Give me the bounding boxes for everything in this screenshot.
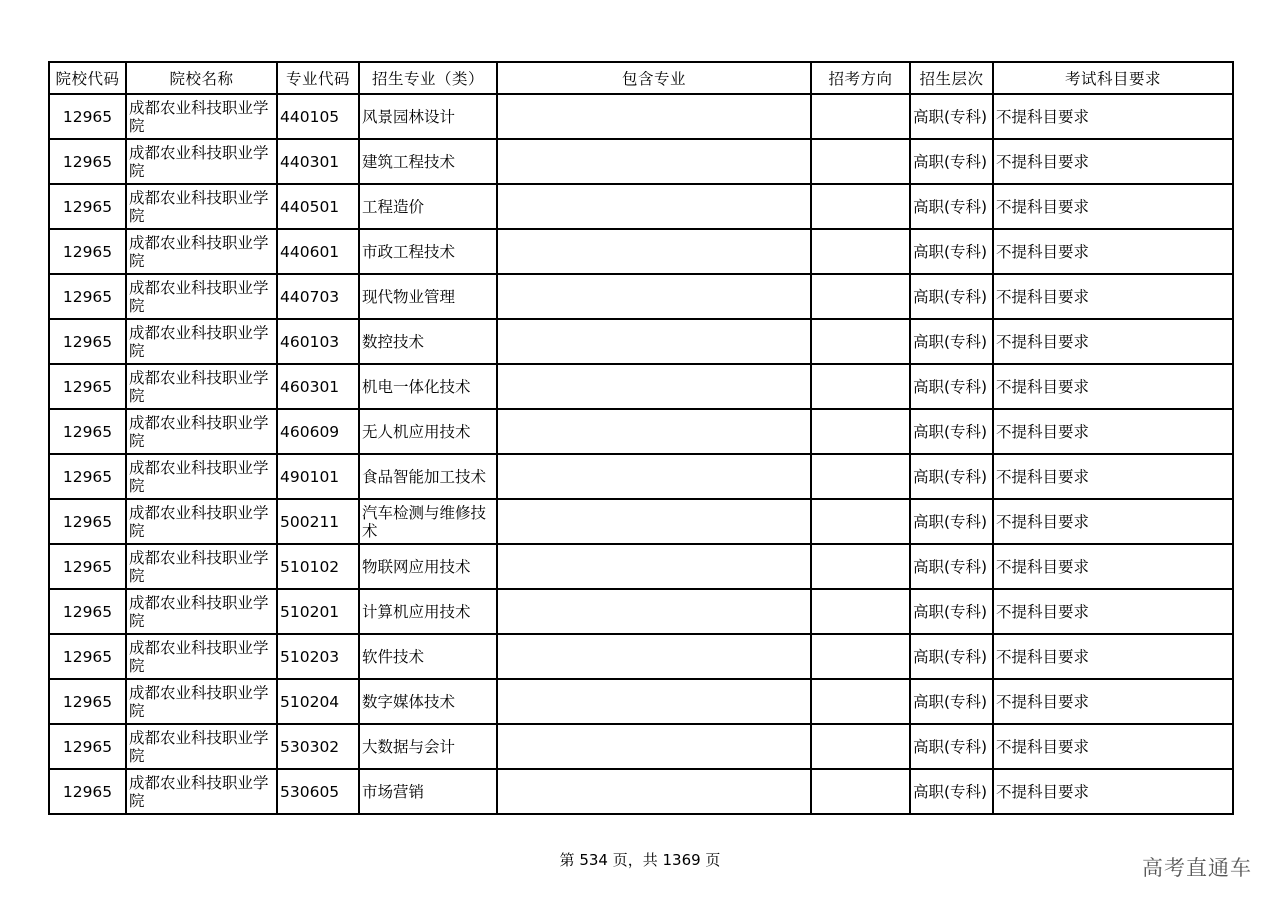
cell-requirement: 不提科目要求: [993, 229, 1233, 274]
cell-requirement: 不提科目要求: [993, 679, 1233, 724]
cell-school-name: 成都农业科技职业学院: [126, 589, 277, 634]
cell-school-name: 成都农业科技职业学院: [126, 544, 277, 589]
table-row: [49, 229, 1233, 274]
cell-school-code: 12965: [49, 769, 126, 814]
cell-school-code: 12965: [49, 499, 126, 544]
cell-school-name: 成都农业科技职业学院: [126, 94, 277, 139]
header-included-majors: 包含专业: [497, 62, 811, 94]
cell-requirement: 不提科目要求: [993, 724, 1233, 769]
cell-school-name: 成都农业科技职业学院: [126, 499, 277, 544]
cell-major-code: 460103: [277, 319, 359, 364]
cell-requirement: 不提科目要求: [993, 139, 1233, 184]
cell-direction: [811, 409, 910, 454]
table-row: [49, 184, 1233, 229]
cell-requirement: 不提科目要求: [993, 184, 1233, 229]
cell-level: 高职(专科): [910, 319, 993, 364]
cell-major: 市政工程技术: [359, 229, 497, 274]
cell-requirement: 不提科目要求: [993, 319, 1233, 364]
cell-requirement: 不提科目要求: [993, 94, 1233, 139]
cell-included-majors: [497, 589, 811, 634]
header-major-code: 专业代码: [277, 62, 359, 94]
cell-level: 高职(专科): [910, 499, 993, 544]
cell-school-name: 成都农业科技职业学院: [126, 184, 277, 229]
cell-requirement: 不提科目要求: [993, 274, 1233, 319]
cell-major: 食品智能加工技术: [359, 454, 497, 499]
cell-major-code: 440601: [277, 229, 359, 274]
cell-major: 建筑工程技术: [359, 139, 497, 184]
table-row: [49, 724, 1233, 769]
header-school-code: 院校代码: [49, 62, 126, 94]
cell-major: 市场营销: [359, 769, 497, 814]
cell-major-code: 510201: [277, 589, 359, 634]
admissions-table: [48, 61, 1234, 815]
header-requirement: 考试科目要求: [993, 62, 1233, 94]
cell-level: 高职(专科): [910, 94, 993, 139]
header-level: 招生层次: [910, 62, 993, 94]
cell-major-code: 530302: [277, 724, 359, 769]
cell-major: 软件技术: [359, 634, 497, 679]
table-row: [49, 679, 1233, 724]
cell-direction: [811, 319, 910, 364]
table-row: [49, 274, 1233, 319]
cell-included-majors: [497, 679, 811, 724]
cell-school-code: 12965: [49, 139, 126, 184]
cell-level: 高职(专科): [910, 544, 993, 589]
cell-major: 物联网应用技术: [359, 544, 497, 589]
cell-school-code: 12965: [49, 724, 126, 769]
cell-school-code: 12965: [49, 274, 126, 319]
cell-requirement: 不提科目要求: [993, 364, 1233, 409]
cell-major-code: 510203: [277, 634, 359, 679]
cell-major: 无人机应用技术: [359, 409, 497, 454]
cell-included-majors: [497, 544, 811, 589]
cell-school-name: 成都农业科技职业学院: [126, 364, 277, 409]
cell-major-code: 460609: [277, 409, 359, 454]
cell-major-code: 490101: [277, 454, 359, 499]
cell-level: 高职(专科): [910, 184, 993, 229]
cell-major-code: 440703: [277, 274, 359, 319]
table-row: [49, 454, 1233, 499]
cell-requirement: 不提科目要求: [993, 544, 1233, 589]
cell-major-code: 440105: [277, 94, 359, 139]
header-school-name: 院校名称: [126, 62, 277, 94]
cell-direction: [811, 94, 910, 139]
header-row: [49, 62, 1233, 94]
cell-requirement: 不提科目要求: [993, 589, 1233, 634]
cell-level: 高职(专科): [910, 724, 993, 769]
cell-major: 数字媒体技术: [359, 679, 497, 724]
cell-school-code: 12965: [49, 364, 126, 409]
cell-direction: [811, 364, 910, 409]
cell-major: 机电一体化技术: [359, 364, 497, 409]
table-row: [49, 544, 1233, 589]
cell-major-code: 440301: [277, 139, 359, 184]
cell-school-code: 12965: [49, 454, 126, 499]
cell-level: 高职(专科): [910, 769, 993, 814]
cell-school-name: 成都农业科技职业学院: [126, 724, 277, 769]
cell-direction: [811, 769, 910, 814]
table-row: [49, 139, 1233, 184]
cell-requirement: 不提科目要求: [993, 634, 1233, 679]
cell-included-majors: [497, 184, 811, 229]
cell-direction: [811, 139, 910, 184]
cell-direction: [811, 184, 910, 229]
cell-included-majors: [497, 454, 811, 499]
cell-requirement: 不提科目要求: [993, 499, 1233, 544]
cell-major: 汽车检测与维修技术: [359, 499, 497, 544]
cell-requirement: 不提科目要求: [993, 769, 1233, 814]
cell-included-majors: [497, 409, 811, 454]
cell-level: 高职(专科): [910, 589, 993, 634]
cell-direction: [811, 499, 910, 544]
cell-included-majors: [497, 94, 811, 139]
cell-school-code: 12965: [49, 94, 126, 139]
cell-included-majors: [497, 499, 811, 544]
cell-school-code: 12965: [49, 184, 126, 229]
table-row: [49, 634, 1233, 679]
cell-school-name: 成都农业科技职业学院: [126, 634, 277, 679]
cell-included-majors: [497, 319, 811, 364]
cell-included-majors: [497, 229, 811, 274]
header-direction: 招考方向: [811, 62, 910, 94]
cell-major-code: 440501: [277, 184, 359, 229]
table-row: [49, 769, 1233, 814]
table-row: [49, 319, 1233, 364]
cell-direction: [811, 634, 910, 679]
table-row: [49, 589, 1233, 634]
cell-level: 高职(专科): [910, 634, 993, 679]
cell-direction: [811, 544, 910, 589]
cell-included-majors: [497, 769, 811, 814]
cell-school-name: 成都农业科技职业学院: [126, 274, 277, 319]
cell-school-code: 12965: [49, 409, 126, 454]
cell-included-majors: [497, 724, 811, 769]
cell-requirement: 不提科目要求: [993, 409, 1233, 454]
cell-school-name: 成都农业科技职业学院: [126, 454, 277, 499]
cell-level: 高职(专科): [910, 364, 993, 409]
cell-level: 高职(专科): [910, 229, 993, 274]
cell-school-name: 成都农业科技职业学院: [126, 229, 277, 274]
cell-included-majors: [497, 634, 811, 679]
cell-school-code: 12965: [49, 679, 126, 724]
cell-requirement: 不提科目要求: [993, 454, 1233, 499]
cell-major: 数控技术: [359, 319, 497, 364]
cell-major-code: 460301: [277, 364, 359, 409]
cell-school-name: 成都农业科技职业学院: [126, 769, 277, 814]
table-row: [49, 499, 1233, 544]
table-row: [49, 364, 1233, 409]
cell-school-name: 成都农业科技职业学院: [126, 679, 277, 724]
cell-level: 高职(专科): [910, 274, 993, 319]
cell-school-code: 12965: [49, 319, 126, 364]
cell-major: 大数据与会计: [359, 724, 497, 769]
cell-major-code: 510102: [277, 544, 359, 589]
table-row: [49, 409, 1233, 454]
cell-school-name: 成都农业科技职业学院: [126, 409, 277, 454]
cell-included-majors: [497, 139, 811, 184]
cell-direction: [811, 679, 910, 724]
cell-school-code: 12965: [49, 634, 126, 679]
cell-level: 高职(专科): [910, 454, 993, 499]
cell-major: 风景园林设计: [359, 94, 497, 139]
cell-direction: [811, 589, 910, 634]
table-row: [49, 94, 1233, 139]
cell-level: 高职(专科): [910, 139, 993, 184]
header-major: 招生专业（类）: [359, 62, 497, 94]
cell-level: 高职(专科): [910, 409, 993, 454]
cell-direction: [811, 724, 910, 769]
cell-school-code: 12965: [49, 589, 126, 634]
cell-direction: [811, 229, 910, 274]
table-body: [49, 94, 1233, 814]
cell-major: 现代物业管理: [359, 274, 497, 319]
cell-level: 高职(专科): [910, 679, 993, 724]
watermark: 高考直通车: [1142, 856, 1252, 880]
cell-included-majors: [497, 364, 811, 409]
cell-major-code: 500211: [277, 499, 359, 544]
cell-direction: [811, 454, 910, 499]
cell-direction: [811, 274, 910, 319]
cell-school-code: 12965: [49, 544, 126, 589]
cell-major-code: 510204: [277, 679, 359, 724]
cell-major-code: 530605: [277, 769, 359, 814]
cell-major: 工程造价: [359, 184, 497, 229]
cell-included-majors: [497, 274, 811, 319]
cell-school-name: 成都农业科技职业学院: [126, 139, 277, 184]
cell-major: 计算机应用技术: [359, 589, 497, 634]
cell-school-code: 12965: [49, 229, 126, 274]
page-number: 第 534 页，共 1369 页: [559, 851, 721, 869]
cell-school-name: 成都农业科技职业学院: [126, 319, 277, 364]
